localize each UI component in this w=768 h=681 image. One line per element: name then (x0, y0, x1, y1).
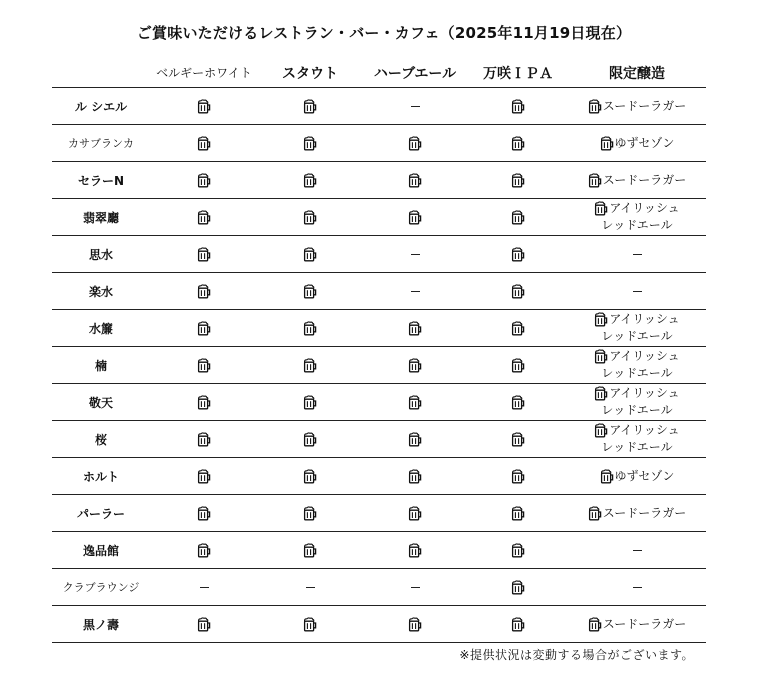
venue-name: 楠 (52, 347, 150, 384)
beer-mug-icon (197, 247, 211, 262)
beer-mug-icon (303, 210, 317, 225)
limited-brew-cell (568, 162, 706, 199)
page-title: ご賞味いただけるレストラン・バー・カフェ（2025年11月19日現在） (136, 24, 632, 42)
table-row (52, 236, 706, 273)
limited-brew-text: アイリッシュ (609, 201, 680, 215)
availability-table (52, 58, 706, 643)
venue-name: クラブラウンジ (52, 569, 150, 606)
limited-brew-text: スードーラガー (602, 98, 687, 113)
availability-cell (150, 569, 258, 606)
beer-mug-icon (197, 173, 211, 188)
availability-cell (362, 569, 468, 606)
availability-cell (150, 273, 258, 310)
beer-mug-icon (197, 506, 211, 521)
limited-brew-text: レッドエール (601, 440, 673, 454)
table-row (52, 384, 706, 421)
limited-brew-label (600, 135, 675, 152)
beer-mug-icon (303, 284, 317, 299)
availability-cell (362, 125, 468, 162)
beer-mug-icon (197, 617, 211, 632)
availability-cell (468, 236, 568, 273)
limited-brew-cell (568, 384, 706, 421)
availability-cell (468, 421, 568, 458)
availability-cell (362, 236, 468, 273)
beer-mug-icon (197, 432, 211, 447)
availability-cell (258, 495, 362, 532)
availability-cell (468, 569, 568, 606)
venue-name: 水簾 (52, 310, 150, 347)
beer-mug-icon (600, 136, 614, 151)
availability-cell (362, 88, 468, 125)
limited-brew-cell (568, 421, 706, 458)
table-row (52, 569, 706, 606)
table-row (52, 199, 706, 236)
availability-cell (258, 606, 362, 643)
beer-mug-icon (511, 173, 525, 188)
availability-cell (150, 310, 258, 347)
beer-mug-icon (303, 247, 317, 262)
availability-cell (468, 199, 568, 236)
table-row (52, 532, 706, 569)
table-row (52, 347, 706, 384)
limited-brew-text: スードーラガー (602, 616, 687, 631)
beer-mug-icon (197, 136, 211, 151)
availability-cell (362, 273, 468, 310)
beer-mug-icon (197, 395, 211, 410)
venue-name: カサブランカ (52, 125, 150, 162)
beer-mug-icon (511, 469, 525, 484)
beer-mug-icon (408, 358, 422, 373)
beer-mug-icon (600, 469, 614, 484)
beer-mug-icon (303, 617, 317, 632)
beer-mug-icon (588, 173, 602, 188)
limited-brew-cell (568, 273, 706, 310)
beer-mug-icon (303, 173, 317, 188)
beer-mug-icon (408, 395, 422, 410)
header-row (52, 58, 706, 88)
beer-mug-icon (303, 469, 317, 484)
column-header-venue (52, 58, 150, 88)
limited-brew-label (594, 200, 679, 234)
beer-mug-icon (588, 99, 602, 114)
availability-cell (150, 532, 258, 569)
availability-cell (468, 273, 568, 310)
limited-brew-cell (568, 236, 706, 273)
beer-mug-icon (588, 506, 602, 521)
beer-mug-icon (511, 432, 525, 447)
availability-cell (362, 347, 468, 384)
beer-mug-icon (408, 210, 422, 225)
beer-mug-icon (594, 349, 608, 364)
beer-mug-icon (511, 99, 525, 114)
availability-cell (150, 421, 258, 458)
limited-brew-text: ゆずセゾン (614, 135, 675, 150)
availability-cell (150, 125, 258, 162)
limited-brew-label (588, 505, 686, 522)
beer-mug-icon (197, 321, 211, 336)
limited-brew-cell (568, 458, 706, 495)
beer-mug-icon (303, 358, 317, 373)
availability-cell (258, 421, 362, 458)
dash-icon (633, 587, 642, 588)
venue-name: 楽水 (52, 273, 150, 310)
beer-mug-icon (408, 321, 422, 336)
availability-cell (150, 458, 258, 495)
column-header-ipa: 万咲ＩＰＡ (483, 65, 553, 82)
dash-icon (633, 291, 642, 292)
availability-cell (150, 199, 258, 236)
availability-cell (150, 236, 258, 273)
limited-brew-label (594, 385, 679, 419)
beer-mug-icon (511, 358, 525, 373)
dash-icon (411, 291, 420, 292)
availability-cell (258, 125, 362, 162)
availability-cell (258, 569, 362, 606)
limited-brew-cell (568, 606, 706, 643)
availability-cell (362, 606, 468, 643)
availability-cell (150, 495, 258, 532)
limited-brew-text: アイリッシュ (609, 312, 680, 326)
availability-cell (258, 88, 362, 125)
limited-brew-label (588, 616, 686, 633)
beer-mug-icon (303, 432, 317, 447)
limited-brew-text: レッドエール (601, 403, 673, 417)
venue-name: セラーN (52, 162, 150, 199)
availability-cell (258, 273, 362, 310)
beer-mug-icon (303, 99, 317, 114)
beer-mug-icon (197, 284, 211, 299)
venue-name: 桜 (52, 421, 150, 458)
beer-mug-icon (594, 386, 608, 401)
limited-brew-text: スードーラガー (602, 505, 687, 520)
beer-mug-icon (511, 580, 525, 595)
table-row (52, 495, 706, 532)
availability-cell (468, 162, 568, 199)
beer-mug-icon (408, 469, 422, 484)
beer-mug-icon (511, 617, 525, 632)
beer-mug-icon (594, 423, 608, 438)
table-row (52, 162, 706, 199)
beer-mug-icon (511, 247, 525, 262)
limited-brew-text: レッドエール (601, 218, 673, 232)
beer-mug-icon (594, 201, 608, 216)
beer-mug-icon (594, 312, 608, 327)
dash-icon (411, 587, 420, 588)
availability-cell (150, 88, 258, 125)
beer-mug-icon (303, 321, 317, 336)
limited-brew-text: アイリッシュ (609, 349, 680, 363)
availability-cell (468, 384, 568, 421)
beer-mug-icon (511, 506, 525, 521)
venue-name: ル シエル (52, 88, 150, 125)
limited-brew-text: レッドエール (601, 329, 673, 343)
availability-cell (362, 532, 468, 569)
limited-brew-cell (568, 199, 706, 236)
limited-brew-text: スードーラガー (602, 172, 687, 187)
venue-name: 翡翠廳 (52, 199, 150, 236)
limited-brew-text: レッドエール (601, 366, 673, 380)
availability-cell (258, 310, 362, 347)
limited-brew-cell (568, 310, 706, 347)
table-row (52, 88, 706, 125)
beer-mug-icon (588, 617, 602, 632)
availability-cell (468, 606, 568, 643)
table-row (52, 310, 706, 347)
limited-brew-cell (568, 495, 706, 532)
beer-mug-icon (408, 617, 422, 632)
availability-cell (362, 199, 468, 236)
availability-cell (150, 606, 258, 643)
limited-brew-label (594, 311, 679, 345)
venue-name: ホルト (52, 458, 150, 495)
availability-cell (258, 532, 362, 569)
availability-cell (362, 458, 468, 495)
beer-mug-icon (511, 210, 525, 225)
limited-brew-text: ゆずセゾン (614, 468, 675, 483)
column-header-herb-ale: ハーブエール (373, 65, 457, 82)
beer-mug-icon (511, 136, 525, 151)
column-header-stout: スタウト (282, 65, 338, 82)
dash-icon (633, 254, 642, 255)
availability-cell (258, 199, 362, 236)
limited-brew-label (588, 172, 686, 189)
limited-brew-label (588, 98, 686, 115)
column-header-belgian-white: ベルギーホワイト (156, 66, 252, 80)
availability-cell (468, 347, 568, 384)
availability-cell (362, 310, 468, 347)
column-header-limited-brew: 限定醸造 (609, 65, 665, 82)
beer-mug-icon (197, 469, 211, 484)
availability-cell (362, 421, 468, 458)
venue-name: 逸品館 (52, 532, 150, 569)
limited-brew-cell (568, 347, 706, 384)
availability-cell (150, 384, 258, 421)
beer-mug-icon (303, 506, 317, 521)
venue-name: 黒ノ壽 (52, 606, 150, 643)
limited-brew-label (594, 348, 679, 382)
venue-name: 思水 (52, 236, 150, 273)
limited-brew-cell (568, 88, 706, 125)
limited-brew-text: アイリッシュ (609, 386, 680, 400)
beer-mug-icon (511, 321, 525, 336)
availability-cell (468, 495, 568, 532)
beer-mug-icon (303, 395, 317, 410)
beer-mug-icon (303, 136, 317, 151)
beer-mug-icon (197, 358, 211, 373)
limited-brew-label (600, 468, 675, 485)
table-row (52, 273, 706, 310)
availability-cell (258, 162, 362, 199)
beer-mug-icon (303, 543, 317, 558)
table-row (52, 421, 706, 458)
availability-cell (258, 384, 362, 421)
beer-mug-icon (408, 173, 422, 188)
dash-icon (306, 587, 315, 588)
venue-name: 敬天 (52, 384, 150, 421)
limited-brew-cell (568, 569, 706, 606)
beer-mug-icon (511, 395, 525, 410)
beer-mug-icon (197, 543, 211, 558)
table-row (52, 606, 706, 643)
beer-mug-icon (511, 284, 525, 299)
beer-mug-icon (408, 543, 422, 558)
limited-brew-cell (568, 532, 706, 569)
availability-cell (258, 347, 362, 384)
dash-icon (200, 587, 209, 588)
dash-icon (411, 254, 420, 255)
limited-brew-label (594, 422, 679, 456)
dash-icon (411, 106, 420, 107)
availability-cell (362, 162, 468, 199)
beer-mug-icon (408, 432, 422, 447)
limited-brew-cell (568, 125, 706, 162)
table-row (52, 125, 706, 162)
table-row (52, 458, 706, 495)
limited-brew-text: アイリッシュ (609, 423, 680, 437)
dash-icon (633, 550, 642, 551)
beer-mug-icon (408, 506, 422, 521)
availability-cell (468, 458, 568, 495)
beer-mug-icon (197, 99, 211, 114)
availability-cell (258, 458, 362, 495)
beer-mug-icon (511, 543, 525, 558)
availability-cell (150, 347, 258, 384)
availability-cell (468, 88, 568, 125)
availability-cell (468, 532, 568, 569)
availability-cell (468, 125, 568, 162)
beer-mug-icon (197, 210, 211, 225)
availability-cell (258, 236, 362, 273)
availability-cell (468, 310, 568, 347)
availability-cell (362, 495, 468, 532)
venue-name: パーラー (52, 495, 150, 532)
availability-note: ※提供状況は変動する場合がございます。 (459, 648, 694, 662)
beer-mug-icon (408, 136, 422, 151)
availability-cell (150, 162, 258, 199)
availability-cell (362, 384, 468, 421)
